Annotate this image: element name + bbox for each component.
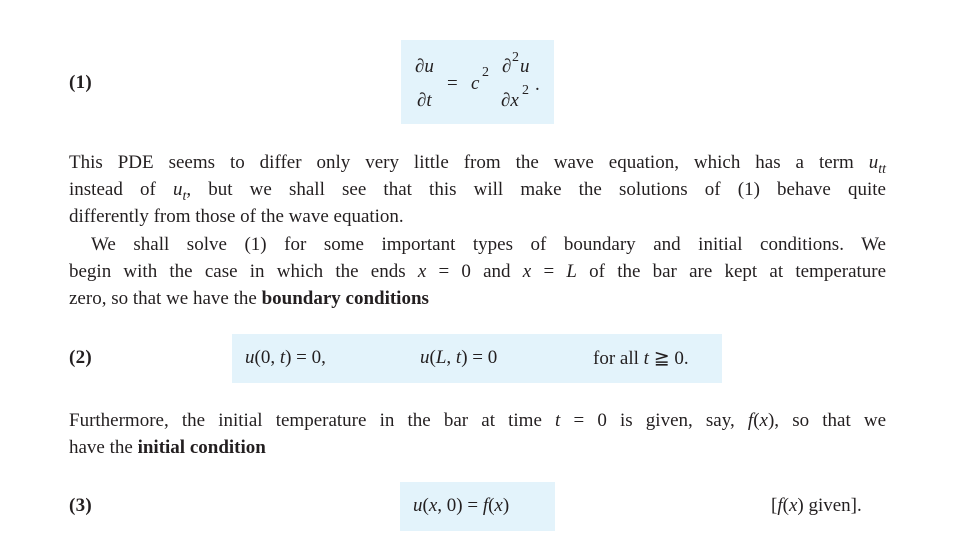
paragraph-3-line-1-text-b: = 0 is given, say, bbox=[573, 410, 735, 431]
tt-subscript: tt bbox=[878, 161, 886, 177]
eq3-note bbox=[771, 495, 862, 517]
eq2-left-rest: ) = 0, bbox=[285, 347, 326, 368]
x-symbol: x bbox=[788, 495, 798, 516]
eq2-left-args: (0, bbox=[254, 347, 276, 368]
open-paren: ( bbox=[753, 410, 760, 431]
eq1-rhs-numerator-exponent: 2 bbox=[512, 50, 519, 65]
t-symbol: t bbox=[455, 347, 462, 368]
paragraph-1-line-2-text-b: , but we shall see that this will make the solutions of (1) behave quite bbox=[186, 179, 886, 200]
equation-3-box bbox=[400, 482, 555, 531]
paragraph-1-line-2-text-a: instead of bbox=[69, 179, 156, 200]
u-t-symbol bbox=[172, 179, 187, 204]
t-symbol: t bbox=[555, 410, 561, 431]
eq2-mid-paren: ( bbox=[429, 347, 436, 368]
paragraph-2-line-3-text: zero, so that we have the bbox=[69, 288, 257, 309]
u-tt-symbol bbox=[868, 152, 886, 177]
u-symbol: u bbox=[413, 495, 423, 516]
t-symbol: t bbox=[279, 347, 286, 368]
eq1-rhs-denominator-exponent: 2 bbox=[522, 83, 529, 98]
equation-1-label: (1) bbox=[69, 72, 93, 93]
x-symbol: x bbox=[522, 261, 532, 282]
paragraph-3-line-1-text-d: ), so that we bbox=[767, 410, 887, 431]
eq2-for-all: for all bbox=[593, 348, 639, 369]
paragraph-2-line-2-text-d: of the bar are kept at temperature bbox=[589, 261, 887, 282]
equation-1-box bbox=[401, 40, 554, 124]
L-symbol: L bbox=[435, 347, 447, 368]
eq1-rhs-denominator: ∂x bbox=[501, 90, 519, 111]
paragraph-2-line-3 bbox=[69, 285, 886, 312]
eq2-right-rest: ≧ 0. bbox=[653, 348, 689, 369]
open-paren: ( bbox=[488, 495, 495, 516]
x-symbol: x bbox=[494, 495, 503, 516]
L-symbol: L bbox=[566, 261, 577, 282]
u-symbol: u bbox=[420, 347, 430, 368]
equals-sign: = bbox=[543, 261, 555, 282]
eq1-coefficient: c bbox=[471, 73, 480, 94]
equation-2-box bbox=[232, 334, 722, 383]
open-paren: ( bbox=[422, 495, 429, 516]
paragraph-2-line-2-text-a: begin with the case in which the ends bbox=[69, 261, 406, 282]
x-symbol: x bbox=[428, 495, 438, 516]
u-symbol: u bbox=[245, 347, 255, 368]
paragraph-3-line-2 bbox=[69, 434, 886, 461]
paragraph-3-line-1 bbox=[69, 407, 886, 434]
paragraph-3-line-1-text-a: Furthermore, the initial temperature in the bar at time bbox=[69, 410, 542, 431]
paragraph-1-line-1-text: This PDE seems to differ only very little from the wave equation, which has a term bbox=[69, 152, 854, 173]
eq1-rhs-numerator: ∂ bbox=[502, 56, 512, 77]
close-paren: ) bbox=[502, 495, 510, 516]
paragraph-2-line-2 bbox=[69, 258, 886, 285]
eq1-coefficient-exponent: 2 bbox=[482, 65, 489, 80]
equation-2-label: (2) bbox=[69, 347, 93, 368]
paragraph-3-line-2-text: have the bbox=[69, 437, 133, 458]
eq2-middle-condition bbox=[420, 347, 497, 369]
u-symbol: u bbox=[868, 152, 879, 173]
eq3-args-post: , 0) = bbox=[437, 495, 479, 516]
eq1-period: . bbox=[535, 74, 540, 95]
eq2-mid-rest: ) = 0 bbox=[461, 347, 498, 368]
x-symbol: x bbox=[759, 410, 768, 431]
t-symbol: t bbox=[643, 348, 649, 369]
open-paren: ( bbox=[782, 495, 789, 516]
u-symbol: u bbox=[172, 179, 183, 200]
eq2-mid-comma: , bbox=[446, 347, 452, 368]
eq1-equals: = bbox=[447, 73, 458, 94]
paragraph-1-line-3: differently from those of the wave equation. bbox=[69, 206, 404, 227]
eq1-lhs-numerator: ∂u bbox=[415, 56, 434, 77]
f-symbol: f bbox=[777, 495, 783, 516]
boundary-conditions-term: boundary conditions bbox=[261, 288, 429, 309]
f-symbol: f bbox=[747, 410, 754, 431]
f-symbol: f bbox=[482, 495, 489, 516]
t-subscript: t bbox=[182, 188, 187, 204]
eq2-right-qualifier bbox=[593, 347, 689, 370]
eq2-left-condition bbox=[245, 347, 326, 369]
equation-3-label: (3) bbox=[69, 495, 93, 516]
x-symbol: x bbox=[417, 261, 427, 282]
open-bracket: [ bbox=[771, 495, 778, 516]
paragraph-2-line-2-text-b: = 0 and bbox=[438, 261, 511, 282]
eq3-expression bbox=[413, 495, 509, 517]
paragraph-2-line-1: We shall solve (1) for some important types of boundary and initial conditions. We bbox=[91, 234, 886, 255]
initial-condition-term: initial condition bbox=[137, 437, 266, 458]
eq1-rhs-numerator-variable: u bbox=[520, 56, 530, 77]
eq3-note-post: ) given]. bbox=[797, 495, 862, 516]
eq1-lhs-denominator: ∂t bbox=[417, 90, 432, 111]
